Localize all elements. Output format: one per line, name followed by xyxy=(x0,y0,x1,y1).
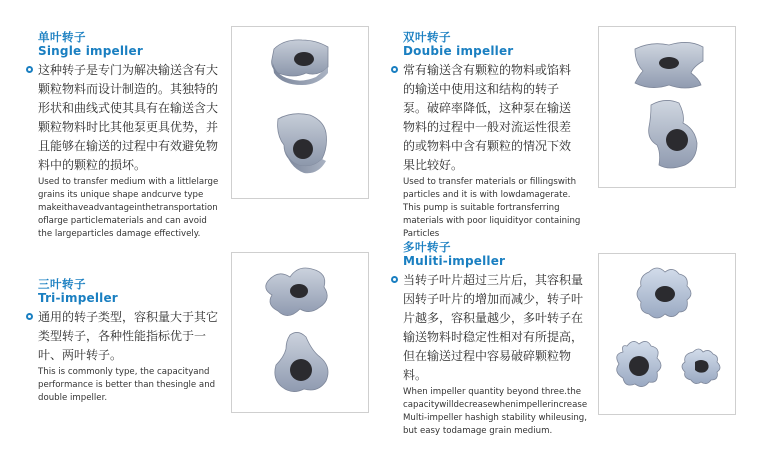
single-impeller-image-box xyxy=(231,26,369,199)
single-rotor-top-hub xyxy=(294,52,314,66)
double-impeller-image-box xyxy=(598,26,736,188)
tri-impeller-en-title: Tri-impeller xyxy=(38,291,118,305)
single-impeller-cn-desc xyxy=(27,61,220,175)
multi-impeller-image-box xyxy=(598,253,736,415)
multi-impeller-section xyxy=(403,240,591,438)
single-impeller-cn-text: 这种转子是专门为解决输送含有大颗粒物料而设计制造的。其独特的形状和曲线式使其具有在输送含大颗粒物料时比其他泵更具优势，并且能够在输送的过程中有效避免物料中的颗粒的损坏。 xyxy=(38,63,219,172)
double-impeller-cn-desc xyxy=(392,61,581,175)
single-rotor-bottom-hub xyxy=(293,139,313,159)
multi-impeller-cn-title: 多叶转子 xyxy=(403,240,451,254)
double-impeller-cn-title: 双叶转子 xyxy=(403,30,451,44)
multi-rotor-left-hub xyxy=(629,356,649,376)
tri-impeller-image-box xyxy=(231,252,369,413)
multi-impeller-en-title: Muliti-impeller xyxy=(403,254,506,268)
multi-impeller-en-desc: When impeller quantity beyond three.the capacitywilldecreasewhenimpellerincrease Multi-impeller hashigh stability whileusing, but easy todamage grain medium. xyxy=(403,387,588,436)
tri-impeller-cn-desc xyxy=(27,308,220,365)
single-impeller-en-desc: Used to transfer medium with a littlelarge grains its unique shape andcurve type makeithaveadvantageinthetransportation oflarge particlematerials and can avoid the largeparticles damage effectively. xyxy=(38,177,219,239)
double-rotor-bottom-hub xyxy=(666,129,688,151)
tri-rotor-top-hub xyxy=(290,284,308,298)
multi-impeller-cn-text: 当转子叶片超过三片后，其容积量因转子叶片的增加而减少，转子叶片越多，容积量越少，多叶转子在输送物料时稳定性相对有所提高，但在输送过程中容易破碎颗粒物料。 xyxy=(403,273,584,382)
tri-impeller-rotor-images xyxy=(232,253,368,412)
single-impeller-rotor-images xyxy=(232,27,368,198)
bullet-icon xyxy=(26,66,33,73)
tri-impeller-cn-title: 三叶转子 xyxy=(38,277,86,291)
tri-rotor-bottom-hub xyxy=(290,359,312,381)
multi-rotor-top-hub xyxy=(655,286,675,302)
bullet-icon xyxy=(26,313,33,320)
double-impeller-rotor-images xyxy=(599,27,735,187)
double-impeller-cn-text: 常有输送含有颗粒的物料或馅料的输送中使用这和结构的转子泵。破碎率降低，这种泵在输送物料的过程中一般对流运性很差的或物料中含有颗粒的情况下效果比较好。 xyxy=(403,63,572,172)
multi-impeller-rotor-images xyxy=(599,254,735,414)
bullet-icon xyxy=(391,276,398,283)
multi-impeller-cn-desc xyxy=(392,271,591,385)
bullet-icon xyxy=(391,66,398,73)
single-impeller-cn-title: 单叶转子 xyxy=(38,30,86,44)
single-impeller-en-title: Single impeller xyxy=(38,44,143,58)
double-impeller-en-title: Doubie impeller xyxy=(403,44,514,58)
double-impeller-en-desc: Used to transfer materials or fillingswith particles and it is with lowdamagerate. This pump is suitable fortransferring materials with poor liquidityor containing Particles xyxy=(403,177,581,239)
tri-impeller-en-desc: This is commonly type, the capacityand performance is better than thesingle and double impeller. xyxy=(38,367,216,403)
multi-rotor-right-hub xyxy=(695,360,709,373)
tri-impeller-cn-text: 通用的转子类型，容积量大于其它类型转子，各种性能指标优于一叶、两叶转子。 xyxy=(38,310,219,362)
double-rotor-top-hub xyxy=(659,57,679,69)
tri-impeller-section xyxy=(38,277,220,405)
double-impeller-section xyxy=(403,30,581,241)
single-impeller-section xyxy=(38,30,220,241)
